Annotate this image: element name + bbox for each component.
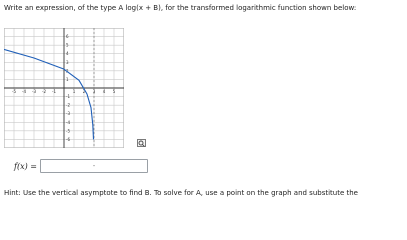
x-tick-label: 3 bbox=[92, 89, 96, 94]
y-tick-label: 1 bbox=[66, 76, 69, 82]
answer-input[interactable] bbox=[40, 159, 148, 173]
y-tick-label: 6 bbox=[66, 34, 69, 40]
function-label: f(x) = bbox=[14, 161, 37, 171]
answer-row bbox=[14, 159, 148, 173]
y-tick-label: -3 bbox=[66, 111, 70, 117]
y-tick-label: -2 bbox=[66, 102, 70, 108]
x-tick-label: -4 bbox=[22, 89, 26, 94]
zoom-button[interactable] bbox=[137, 139, 146, 147]
y-tick-label: -4 bbox=[66, 119, 70, 125]
x-tick-label: 4 bbox=[102, 89, 106, 94]
hint-text: Hint: Use the vertical asymptote to find B. To solve for A, use a point on the graph and substitute the bbox=[4, 189, 358, 197]
y-tick-label: -6 bbox=[66, 136, 70, 142]
y-tick-label: 5 bbox=[66, 42, 69, 48]
y-tick-label: 4 bbox=[66, 51, 69, 57]
x-tick-label: 2 bbox=[82, 89, 86, 94]
answer-placeholder: - bbox=[92, 162, 96, 170]
magnifier-icon bbox=[138, 140, 145, 147]
x-tick-label: 1 bbox=[72, 89, 76, 94]
x-tick-label: 5 bbox=[112, 89, 116, 94]
x-tick-label: -5 bbox=[12, 89, 16, 94]
x-tick-label: -1 bbox=[52, 89, 56, 94]
function-curve bbox=[4, 49, 94, 139]
x-tick-label: -2 bbox=[42, 89, 46, 94]
question-prompt: Write an expression, of the type A log(x + B), for the transformed logarithmic function shown below: bbox=[4, 4, 357, 12]
x-tick-label: -3 bbox=[32, 89, 36, 94]
function-graph bbox=[4, 28, 124, 148]
y-tick-label: 3 bbox=[66, 59, 69, 65]
y-tick-label: -5 bbox=[66, 128, 70, 134]
y-tick-label: -1 bbox=[66, 94, 70, 100]
y-tick-label: 2 bbox=[66, 68, 69, 74]
graph-canvas bbox=[4, 28, 124, 148]
